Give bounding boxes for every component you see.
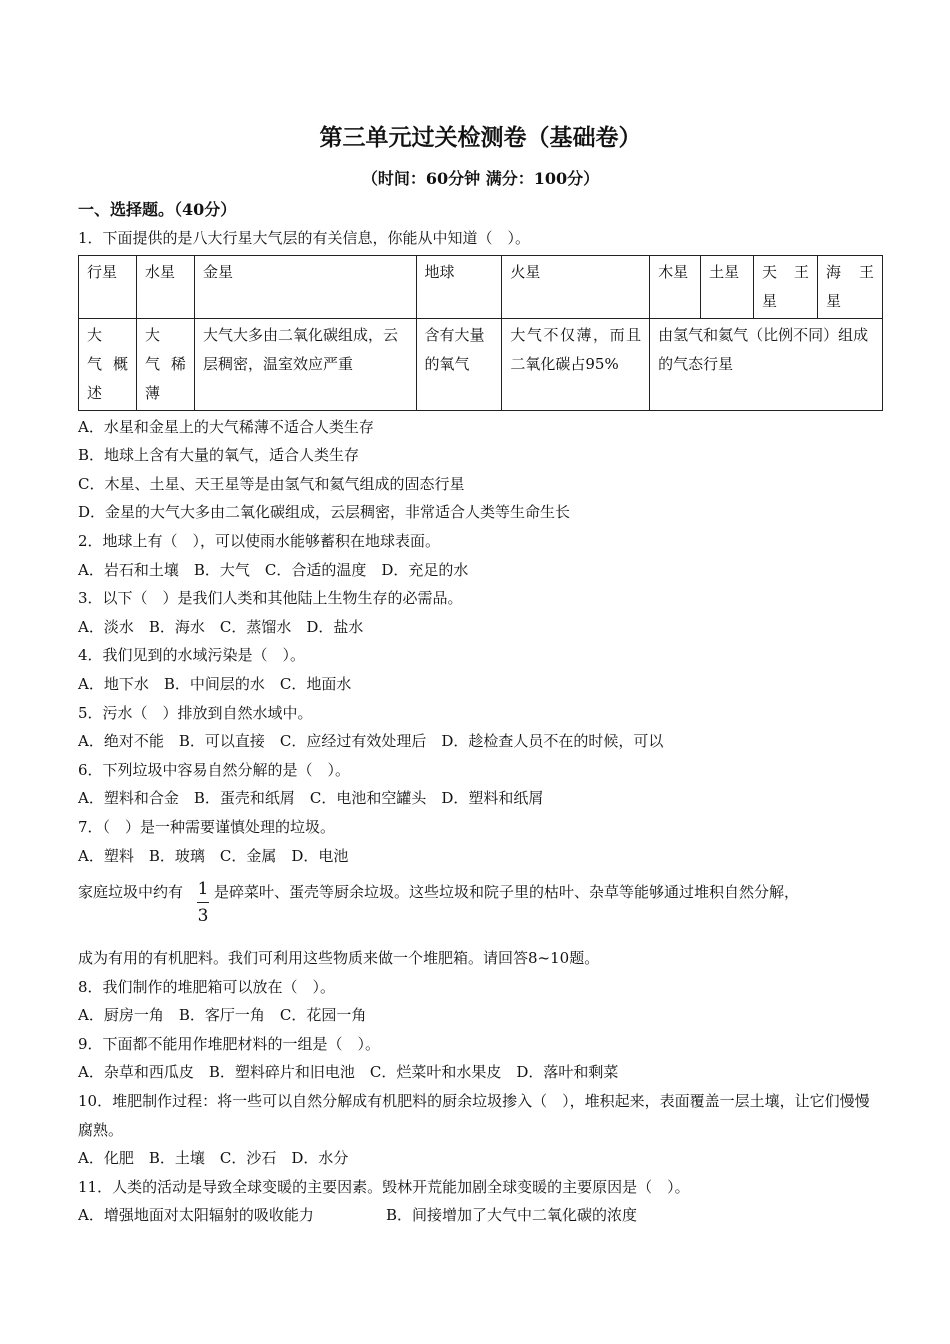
passage-prefix: 家庭垃圾中约有: [78, 883, 184, 902]
question-11-options: [78, 1201, 883, 1230]
question-1-stem: 1．下面提供的是八大行星大气层的有关信息，你能从中知道（ ）。: [78, 229, 531, 247]
page-title: 第三单元过关检测卷（基础卷）: [319, 124, 642, 151]
fraction: [196, 878, 210, 927]
table-cell-mars: 大气不仅薄，而且二氧化碳占95%: [502, 318, 650, 410]
question-4-options: A．地下水 B．中间层的水 C．地面水: [78, 674, 352, 693]
question-3-options: A．淡水 B．海水 C．蒸馏水 D．盐水: [78, 617, 364, 636]
question-1-option-a: A．水星和金星上的大气稀薄不适合人类生存: [78, 417, 374, 436]
question-6-options: A．塑料和合金 B．蛋壳和纸屑 C．电池和空罐头 D．塑料和纸屑: [78, 789, 544, 808]
exam-page: [78, 118, 883, 1230]
question-10-options: A．化肥 B．土壤 C．沙石 D．水分: [78, 1149, 349, 1168]
question-7-options: A．塑料 B．玻璃 C．金属 D．电池: [78, 846, 349, 865]
table-row-label: 大 气概述: [79, 318, 137, 410]
question-9-options: A．杂草和西瓜皮 B．塑料碎片和旧电池 C．烂菜叶和水果皮 D．落叶和剩菜: [78, 1063, 619, 1082]
question-1-option-c: C．木星、土星、天王星等是由氢气和氦气组成的固态行星: [78, 474, 465, 493]
exam-time-score: （时间：60分钟 满分：100分）: [361, 169, 600, 188]
table-cell-gas-giants: 由氢气和氦气（比例不同）组成的气态行星: [650, 318, 883, 410]
section-heading: 一、选择题。（40分）: [78, 200, 237, 219]
table-header-cell: 水星: [136, 255, 194, 318]
question-4-stem: 4．我们见到的水域污染是（ ）。: [78, 646, 306, 665]
table-header-cell: 行星: [79, 255, 137, 318]
question-11-stem: 11．人类的活动是导致全球变暖的主要因素。毁林开荒能加剧全球变暖的主要原因是（ ）。: [78, 1177, 690, 1196]
passage-line-2: 成为有用的有机肥料。我们可利用这些物质来做一个堆肥箱。请回答8~10题。: [78, 949, 600, 968]
question-2-options: A．岩石和土壤 B．大气 C．合适的温度 D．充足的水: [78, 560, 469, 579]
question-7-stem: 7．（ ）是一种需要谨慎处理的垃圾。: [78, 817, 336, 836]
table-header-cell: 火星: [502, 255, 650, 318]
table-header-cell: 地球: [416, 255, 502, 318]
question-8-stem: 8．我们制作的堆肥箱可以放在（ ）。: [78, 977, 336, 996]
table-header-cell: 金星: [194, 255, 416, 318]
passage-suffix: 是碎菜叶、蛋壳等厨余垃圾。这些垃圾和院子里的枯叶、杂草等能够通过堆积自然分解，: [214, 883, 800, 902]
table-header-cell: 木星: [650, 255, 701, 318]
question-5-stem: 5．污水（ ）排放到自然水域中。: [78, 703, 313, 722]
table-header-cell: 海 王星: [817, 255, 882, 318]
table-header-row: [79, 255, 883, 318]
question-10-stem: 10．堆肥制作过程：将一些可以自然分解成有机肥料的厨余垃圾掺入（ ），堆积起来，表面覆盖一层土壤，让它们慢慢腐熟。: [78, 1092, 870, 1139]
fraction-denominator: 3: [197, 906, 209, 927]
question-11-option-b: B．间接增加了大气中二氧化碳的浓度: [386, 1206, 638, 1225]
table-cell-venus: 大气大多由二氧化碳组成，云层稠密，温室效应严重: [194, 318, 416, 410]
question-8-options: A．厨房一角 B．客厅一角 C．花园一角: [78, 1006, 367, 1025]
fraction-numerator: 1: [197, 879, 209, 900]
question-1-option-d: D．金星的大气大多由二氧化碳组成，云层稠密，非常适合人类等生命生长: [78, 503, 571, 522]
table-header-cell: 土星: [701, 255, 754, 318]
question-3-stem: 3．以下（ ）是我们人类和其他陆上生物生存的必需品。: [78, 589, 463, 608]
passage-line-1: [78, 878, 883, 944]
question-2-stem: 2．地球上有（ ），可以使雨水能够蓄积在地球表面。: [78, 531, 441, 550]
question-1-option-b: B．地球上含有大量的氧气，适合人类生存: [78, 446, 360, 465]
planet-atmosphere-table: [78, 255, 883, 411]
fraction-bar: [197, 902, 209, 903]
question-9-stem: 9．下面都不能用作堆肥材料的一组是（ ）。: [78, 1034, 381, 1053]
question-5-options: A．绝对不能 B．可以直接 C．应经过有效处理后 D．趁检查人员不在的时候，可以: [78, 732, 664, 751]
table-header-cell: 天 王星: [754, 255, 818, 318]
question-6-stem: 6．下列垃圾中容易自然分解的是（ ）。: [78, 760, 351, 779]
table-cell-mercury: 大 气稀薄: [136, 318, 194, 410]
table-data-row: [79, 318, 883, 410]
question-11-option-a: A．增强地面对太阳辐射的吸收能力: [78, 1206, 314, 1225]
table-cell-earth: 含有大量的氧气: [416, 318, 502, 410]
